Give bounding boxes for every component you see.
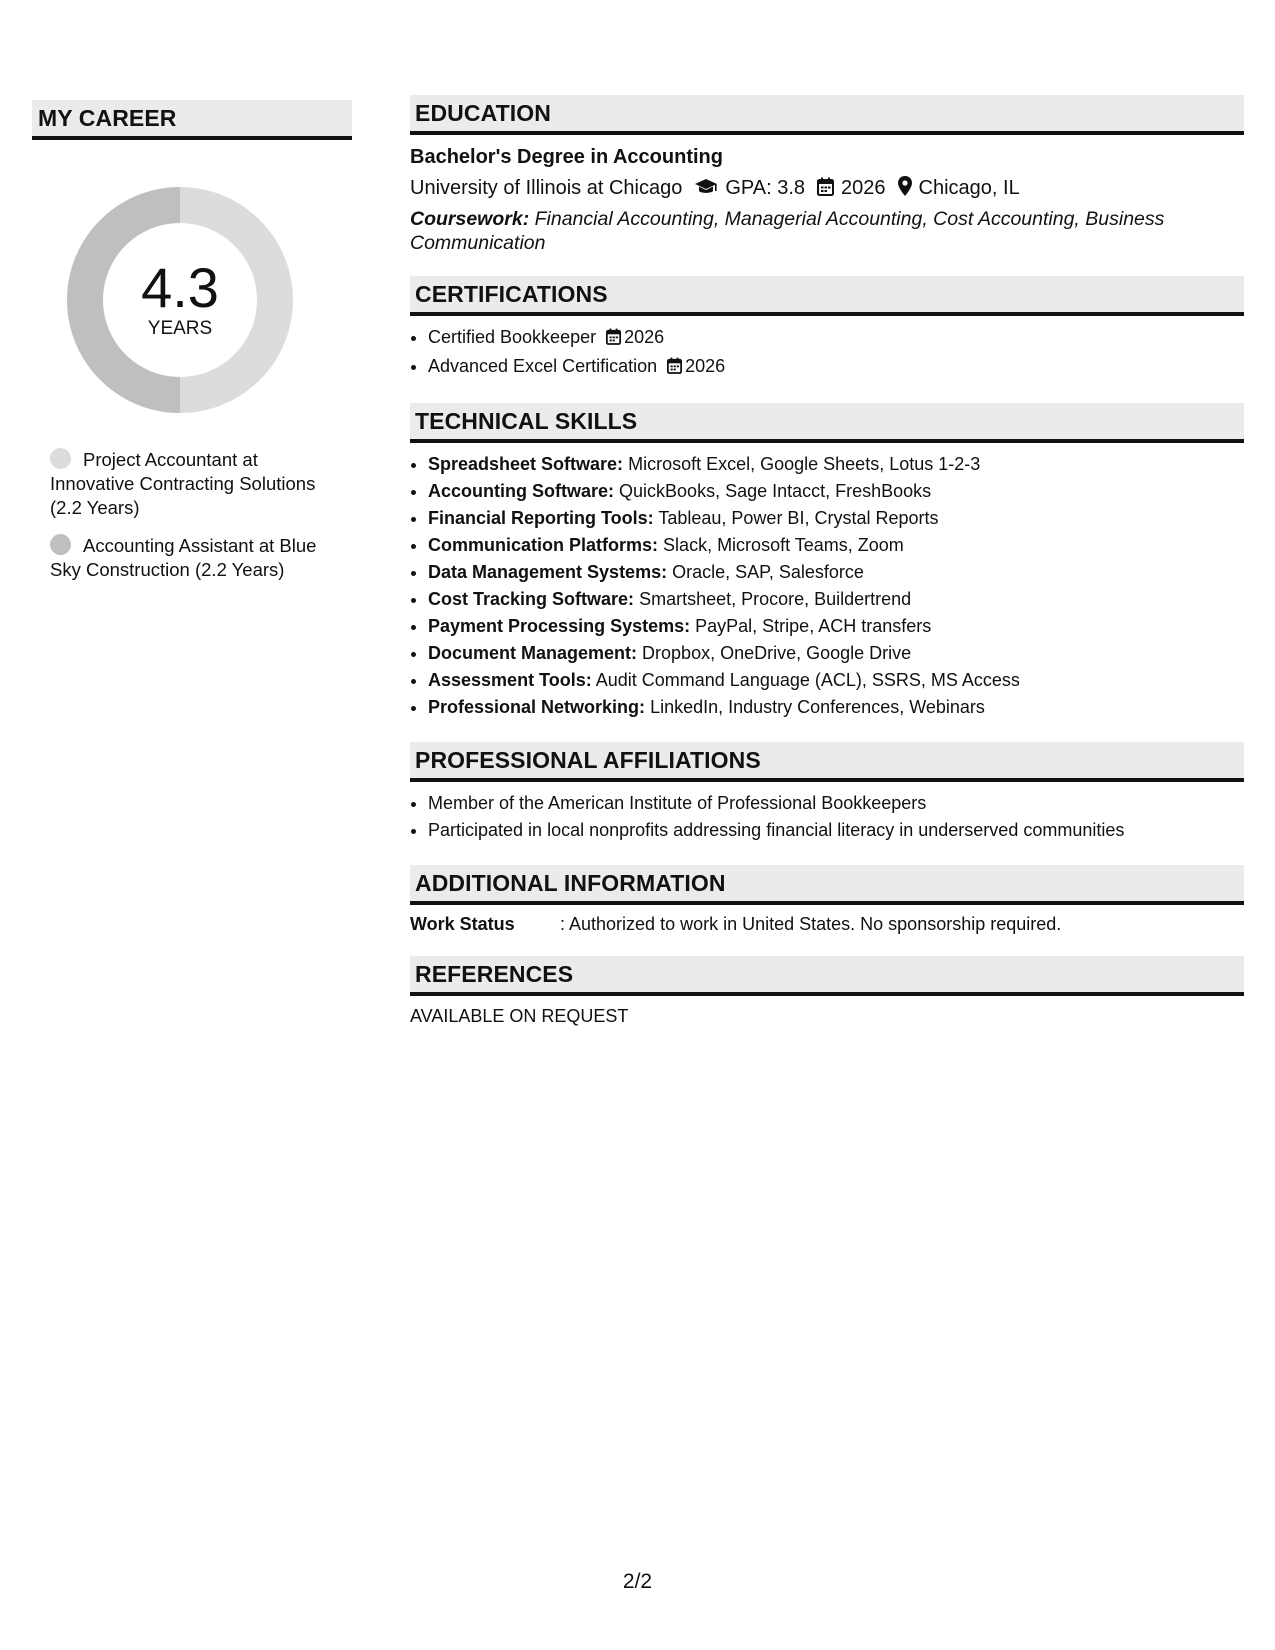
list-item bbox=[428, 559, 1244, 586]
list-item bbox=[428, 640, 1244, 667]
map-pin-icon bbox=[898, 176, 912, 204]
skill-label: Cost Tracking Software: bbox=[428, 589, 635, 609]
skill-value: Audit Command Language (ACL), SSRS, MS Access bbox=[595, 670, 1020, 690]
skill-label: Accounting Software: bbox=[428, 481, 615, 501]
additional-info-section bbox=[410, 865, 1244, 935]
certification-name: Certified Bookkeeper bbox=[428, 327, 597, 347]
legend-label: Accounting Assistant at Blue Sky Construction (2.2 Years) bbox=[50, 535, 317, 580]
education-section bbox=[410, 95, 1244, 255]
list-item bbox=[428, 451, 1244, 478]
legend-dot-icon bbox=[50, 534, 71, 555]
list-item: • Member of the American Institute of Professional Bookkeepers bbox=[428, 790, 1244, 817]
additional-info-heading: ADDITIONAL INFORMATION bbox=[410, 865, 1244, 905]
skill-label: Financial Reporting Tools: bbox=[428, 508, 654, 528]
work-status-label: Work Status bbox=[410, 914, 515, 934]
skill-label: Assessment Tools: bbox=[428, 670, 592, 690]
calendar-icon bbox=[667, 355, 682, 382]
school-location: Chicago, IL bbox=[918, 177, 1020, 199]
affiliations-section bbox=[410, 742, 1244, 844]
skill-label: Professional Networking: bbox=[428, 697, 646, 717]
list-item bbox=[428, 586, 1244, 613]
list-item bbox=[428, 353, 1244, 382]
calendar-icon bbox=[817, 176, 834, 204]
skill-value: Microsoft Excel, Google Sheets, Lotus 1-2-3 bbox=[628, 454, 981, 474]
skill-value: QuickBooks, Sage Intacct, FreshBooks bbox=[619, 481, 932, 501]
skill-value: Tableau, Power BI, Crystal Reports bbox=[658, 508, 939, 528]
career-total-value: 4.3 bbox=[141, 256, 219, 319]
skill-label: Spreadsheet Software: bbox=[428, 454, 624, 474]
affiliations-list bbox=[410, 790, 1244, 844]
degree-title: Bachelor's Degree in Accounting bbox=[410, 146, 723, 168]
skills-list bbox=[410, 451, 1244, 721]
coursework-label: Coursework: bbox=[410, 208, 530, 230]
legend-item-role-2 bbox=[50, 534, 340, 582]
skill-value: Oracle, SAP, Salesforce bbox=[672, 562, 864, 582]
skill-label: Data Management Systems: bbox=[428, 562, 668, 582]
education-details bbox=[410, 174, 1244, 204]
career-donut-chart bbox=[67, 187, 293, 413]
graduation-cap-icon bbox=[694, 176, 718, 204]
list-item bbox=[428, 324, 1244, 353]
career-legend bbox=[50, 448, 340, 582]
references-heading: REFERENCES bbox=[410, 956, 1244, 996]
skill-label: Document Management: bbox=[428, 643, 638, 663]
certifications-list bbox=[410, 324, 1244, 382]
skill-value: Smartsheet, Procore, Buildertrend bbox=[639, 589, 912, 609]
work-status-row bbox=[410, 913, 1244, 935]
skill-value: Slack, Microsoft Teams, Zoom bbox=[663, 535, 904, 555]
career-sidebar bbox=[32, 100, 352, 596]
work-status-value: : Authorized to work in United States. No sponsorship required. bbox=[560, 914, 1062, 934]
education-heading: EDUCATION bbox=[410, 95, 1244, 135]
certifications-section bbox=[410, 276, 1244, 382]
school-name: University of Illinois at Chicago bbox=[410, 177, 683, 199]
technical-skills-section bbox=[410, 403, 1244, 721]
list-item bbox=[428, 613, 1244, 640]
certifications-heading: CERTIFICATIONS bbox=[410, 276, 1244, 316]
main-column bbox=[410, 95, 1244, 1027]
references-section bbox=[410, 956, 1244, 1027]
list-item bbox=[428, 505, 1244, 532]
list-item bbox=[428, 667, 1244, 694]
career-heading: MY CAREER bbox=[32, 100, 352, 140]
certification-name: Advanced Excel Certification bbox=[428, 356, 658, 376]
technical-skills-heading: TECHNICAL SKILLS bbox=[410, 403, 1244, 443]
legend-item-role-1 bbox=[50, 448, 340, 520]
graduation-year: 2026 bbox=[841, 177, 886, 199]
calendar-icon bbox=[606, 326, 621, 353]
coursework-list: Financial Accounting, Managerial Accounting, Cost Accounting, Business Communication bbox=[410, 208, 1165, 254]
skill-value: LinkedIn, Industry Conferences, Webinars bbox=[650, 697, 985, 717]
list-item bbox=[428, 694, 1244, 721]
coursework bbox=[410, 207, 1244, 255]
affiliations-heading: PROFESSIONAL AFFILIATIONS bbox=[410, 742, 1244, 782]
certification-year: 2026 bbox=[685, 356, 726, 376]
skill-value: Dropbox, OneDrive, Google Drive bbox=[642, 643, 912, 663]
donut-center bbox=[67, 187, 293, 413]
legend-dot-icon bbox=[50, 448, 71, 469]
page-number: 2/2 bbox=[622, 1570, 653, 1593]
skill-label: Communication Platforms: bbox=[428, 535, 659, 555]
legend-label: Project Accountant at Innovative Contracting Solutions (2.2 Years) bbox=[50, 449, 316, 518]
list-item bbox=[428, 478, 1244, 505]
skill-label: Payment Processing Systems: bbox=[428, 616, 691, 636]
skill-value: PayPal, Stripe, ACH transfers bbox=[695, 616, 932, 636]
certification-year: 2026 bbox=[624, 327, 665, 347]
references-text: AVAILABLE ON REQUEST bbox=[410, 1006, 629, 1026]
gpa: GPA: 3.8 bbox=[725, 177, 806, 199]
career-total-unit: YEARS bbox=[147, 318, 213, 339]
list-item bbox=[428, 532, 1244, 559]
list-item: • Participated in local nonprofits addressing financial literacy in underserved communities bbox=[428, 817, 1244, 844]
